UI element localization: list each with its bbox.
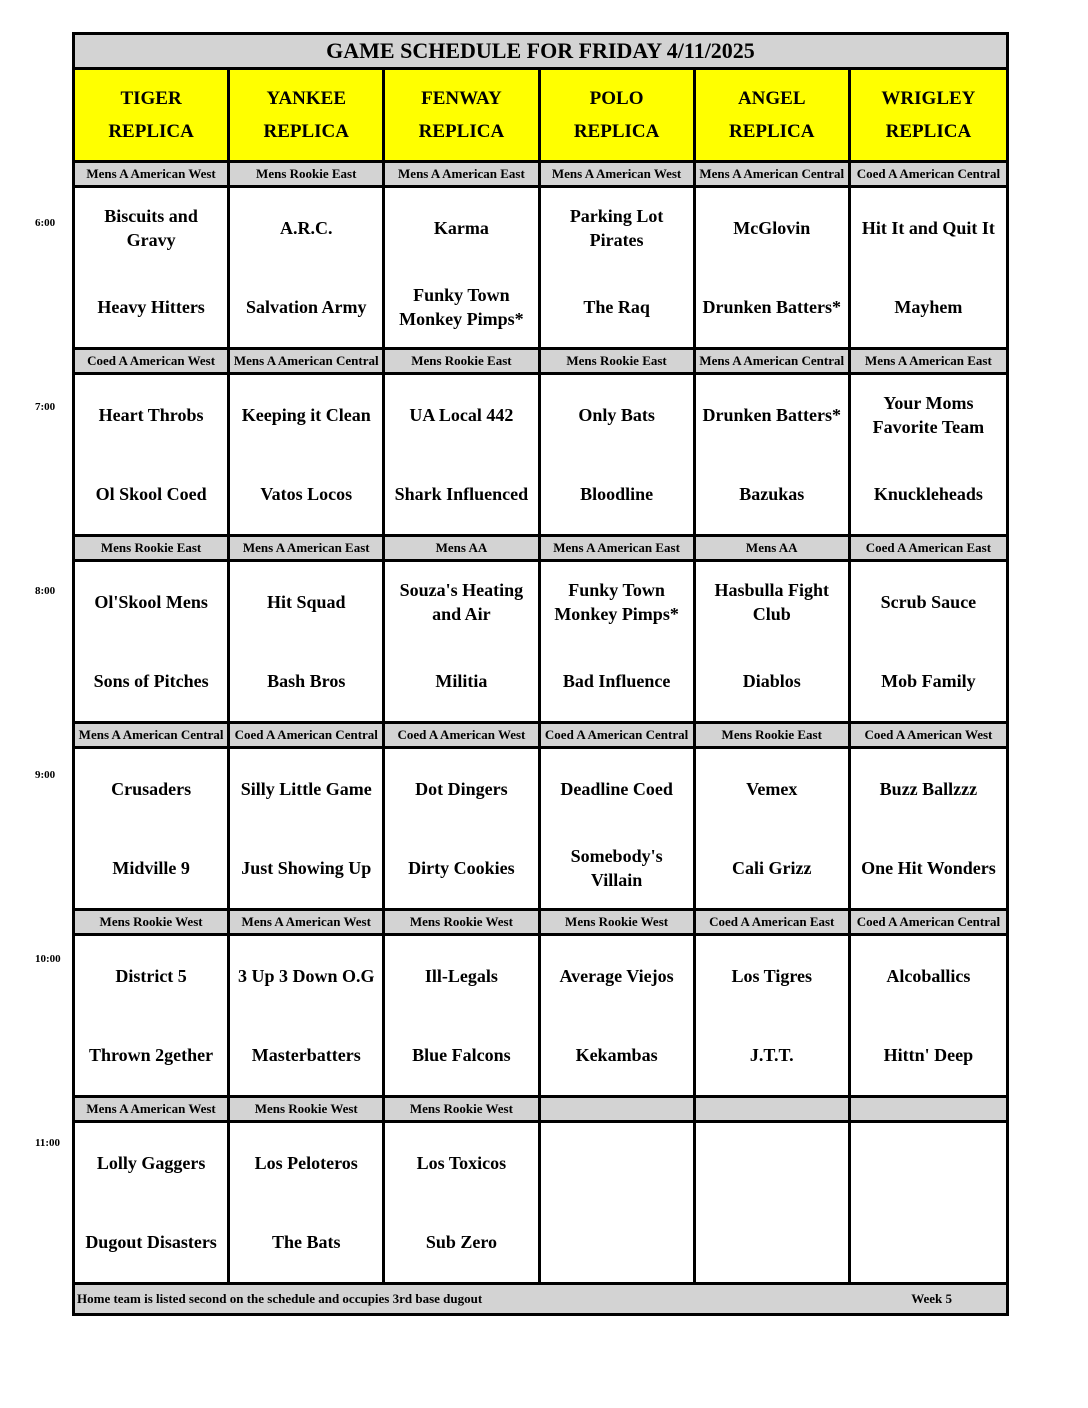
time-label: 7:00 <box>35 401 56 413</box>
game-cell <box>230 1123 385 1282</box>
home-team: Salvation Army <box>245 297 367 318</box>
schedule-footer <box>75 1282 1006 1313</box>
home-team: Mob Family <box>881 671 976 692</box>
division-label: Coed A American West <box>864 727 993 742</box>
game-cell <box>75 562 230 721</box>
game-cell <box>230 375 385 534</box>
division-label: Mens A American Central <box>230 350 385 372</box>
away-team <box>851 1123 1006 1203</box>
home-team: Sons of Pitches <box>93 671 209 692</box>
division-label: Mens AA <box>696 537 851 559</box>
away-team: Scrub Sauce <box>880 591 977 612</box>
division-row <box>75 160 1006 188</box>
home-team: Bash Bros <box>267 671 346 692</box>
time-slots <box>75 160 1006 1282</box>
field-subtitle: REPLICA <box>728 120 815 142</box>
division-row <box>75 908 1006 936</box>
home-team: Vatos Locos <box>260 484 353 505</box>
division-label <box>541 1098 696 1120</box>
division-row <box>75 721 1006 749</box>
division-label: Mens A American East <box>541 537 696 559</box>
division-label: Coed A American East <box>865 540 992 555</box>
away-team: Hit It and Quit It <box>861 217 995 238</box>
home-team: Bloodline <box>580 484 654 505</box>
division-label: Coed A American Central <box>856 914 1001 929</box>
field-name: WRIGLEY <box>881 87 976 109</box>
game-cell <box>696 1123 851 1282</box>
game-cell <box>696 562 851 721</box>
time-label: 10:00 <box>35 953 61 965</box>
away-team: Keeping it Clean <box>241 404 371 425</box>
field-subtitle: REPLICA <box>418 120 505 142</box>
division-label <box>696 1098 851 1120</box>
game-cell <box>230 749 385 908</box>
home-team: Somebody's Villain <box>570 846 663 891</box>
game-cell <box>75 1123 230 1282</box>
game-cell <box>385 562 540 721</box>
home-team: Midville 9 <box>112 858 190 879</box>
away-team: McGlovin <box>733 217 811 238</box>
division-label: Coed A American West <box>75 350 230 372</box>
field-header-polo <box>541 70 696 160</box>
home-team: Masterbatters <box>251 1045 361 1066</box>
field-subtitle: REPLICA <box>573 120 660 142</box>
game-cell <box>385 188 540 347</box>
game-row <box>75 1123 1006 1282</box>
game-cell <box>541 562 696 721</box>
home-team: Bad Influence <box>562 671 671 692</box>
division-label: Mens Rookie West <box>541 911 696 933</box>
away-team: Hasbulla Fight Club <box>714 579 829 624</box>
game-cell <box>541 188 696 347</box>
division-label: Coed A American West <box>385 724 540 746</box>
away-team: Parking Lot Pirates <box>569 205 664 250</box>
away-team: Drunken Batters* <box>702 404 841 425</box>
game-cell <box>696 749 851 908</box>
home-team <box>696 1203 848 1283</box>
away-team: Only Bats <box>578 404 655 425</box>
home-team: Kekambas <box>575 1045 658 1066</box>
field-name: FENWAY <box>421 87 502 109</box>
home-team: Just Showing Up <box>241 858 372 879</box>
game-cell <box>75 375 230 534</box>
away-team: Vemex <box>746 778 798 799</box>
away-team: Los Tigres <box>731 965 812 986</box>
division-label: Mens A American East <box>865 353 992 368</box>
away-team: Karma <box>433 217 489 238</box>
away-team: Hit Squad <box>266 591 346 612</box>
week-label: Week 5 <box>911 1291 952 1306</box>
division-label: Mens AA <box>385 537 540 559</box>
division-row <box>75 347 1006 375</box>
division-row <box>75 534 1006 562</box>
game-cell <box>851 936 1006 1095</box>
division-label: Coed A American East <box>696 911 851 933</box>
schedule-table <box>72 32 1009 1316</box>
footer-note: Home team is listed second on the schedule and occupies 3rd base dugout <box>77 1291 483 1306</box>
away-team: Deadline Coed <box>560 778 673 799</box>
game-cell <box>851 562 1006 721</box>
game-cell <box>75 188 230 347</box>
field-name: YANKEE <box>266 87 347 109</box>
field-header-yankee <box>230 70 385 160</box>
division-label: Mens A American Central <box>696 163 851 185</box>
home-team: The Bats <box>271 1232 341 1253</box>
game-cell <box>541 749 696 908</box>
home-team: Dugout Disasters <box>85 1232 217 1253</box>
division-label: Coed A American Central <box>856 166 1001 181</box>
field-subtitle: REPLICA <box>885 120 972 142</box>
division-label: Mens Rookie East <box>230 163 385 185</box>
division-label: Mens A American West <box>75 163 230 185</box>
game-cell <box>230 562 385 721</box>
home-team: Funky Town Monkey Pimps* <box>399 285 524 330</box>
division-label: Mens Rookie East <box>541 350 696 372</box>
home-team: Diablos <box>742 671 801 692</box>
home-team: Shark Influenced <box>394 484 529 505</box>
home-team: Sub Zero <box>425 1232 498 1253</box>
game-cell <box>230 936 385 1095</box>
home-team: Heavy Hitters <box>97 297 205 318</box>
division-label: Mens A American West <box>75 1098 230 1120</box>
home-team <box>851 1203 1006 1283</box>
home-team: Drunken Batters* <box>702 297 841 318</box>
away-team: Crusaders <box>111 778 192 799</box>
away-team: Ol'Skool Mens <box>94 591 208 612</box>
away-team: Your Moms Favorite Team <box>872 392 985 437</box>
game-cell <box>75 936 230 1095</box>
division-label: Coed A American Central <box>541 724 696 746</box>
field-subtitle: REPLICA <box>108 120 194 142</box>
home-team: Cali Grizz <box>732 858 812 879</box>
division-label: Mens Rookie East <box>75 537 230 559</box>
away-team <box>696 1123 848 1203</box>
home-team: Dirty Cookies <box>408 858 515 879</box>
away-team <box>541 1123 693 1203</box>
field-name: TIGER <box>120 87 182 109</box>
away-team: Lolly Gaggers <box>96 1152 206 1173</box>
field-name: ANGEL <box>737 87 806 109</box>
game-cell <box>230 188 385 347</box>
field-header-row <box>75 70 1006 160</box>
game-cell <box>851 749 1006 908</box>
division-label: Mens A American West <box>541 163 696 185</box>
division-label: Mens Rookie East <box>385 350 540 372</box>
division-label: Mens Rookie East <box>696 724 851 746</box>
division-label: Mens A American East <box>385 163 540 185</box>
game-cell <box>385 749 540 908</box>
away-team: UA Local 442 <box>409 404 514 425</box>
game-cell <box>851 188 1006 347</box>
time-label: 11:00 <box>35 1137 61 1149</box>
time-label: 9:00 <box>35 769 56 781</box>
game-cell <box>385 375 540 534</box>
away-team: Alcoballics <box>886 965 971 986</box>
game-row <box>75 188 1006 347</box>
home-team: Thrown 2gether <box>88 1045 214 1066</box>
home-team: Knuckleheads <box>873 484 983 505</box>
away-team: Biscuits and Gravy <box>104 205 198 250</box>
game-cell <box>851 1123 1006 1282</box>
division-label: Mens Rookie West <box>75 911 230 933</box>
field-header-fenway <box>385 70 540 160</box>
away-team: Los Toxicos <box>416 1152 507 1173</box>
division-label: Mens A American Central <box>75 724 230 746</box>
field-name: POLO <box>589 87 644 109</box>
home-team: One Hit Wonders <box>861 858 996 879</box>
game-row <box>75 749 1006 908</box>
game-row <box>75 375 1006 534</box>
game-cell <box>696 375 851 534</box>
away-team: Heart Throbs <box>98 404 204 425</box>
division-label: Mens Rookie West <box>385 1098 540 1120</box>
away-team: Funky Town Monkey Pimps* <box>554 579 679 624</box>
home-team: The Raq <box>583 297 650 318</box>
division-label: Mens A American East <box>230 537 385 559</box>
field-subtitle: REPLICA <box>263 120 349 142</box>
division-label: Mens A American West <box>230 911 385 933</box>
field-header-wrigley <box>851 70 1006 160</box>
schedule-title: GAME SCHEDULE FOR FRIDAY 4/11/2025 <box>75 35 1006 70</box>
division-label: Mens Rookie West <box>230 1098 385 1120</box>
home-team: Militia <box>435 671 488 692</box>
away-team: Los Peloteros <box>254 1152 358 1173</box>
away-team: A.R.C. <box>279 217 333 238</box>
game-cell <box>541 936 696 1095</box>
game-cell <box>541 1123 696 1282</box>
away-team: District 5 <box>115 965 187 986</box>
division-row <box>75 1095 1006 1123</box>
away-team: Silly Little Game <box>240 778 372 799</box>
division-label: Mens Rookie West <box>385 911 540 933</box>
away-team: Ill-Legals <box>424 965 498 986</box>
away-team: Average Viejos <box>559 965 674 986</box>
away-team: 3 Up 3 Down O.G <box>237 965 375 986</box>
game-row <box>75 936 1006 1095</box>
division-label: Coed A American Central <box>230 724 385 746</box>
division-label: Mens A American Central <box>696 350 851 372</box>
home-team: Hittn' Deep <box>883 1045 974 1066</box>
field-header-tiger <box>75 70 230 160</box>
division-label <box>851 1098 1006 1120</box>
home-team: Bazukas <box>739 484 805 505</box>
away-team: Souza's Heating and Air <box>399 579 524 624</box>
game-row <box>75 562 1006 721</box>
game-cell <box>696 936 851 1095</box>
home-team: Blue Falcons <box>412 1045 511 1066</box>
game-cell <box>385 1123 540 1282</box>
time-label: 8:00 <box>35 585 56 597</box>
field-header-angel <box>696 70 851 160</box>
away-team: Buzz Ballzzz <box>879 778 978 799</box>
game-cell <box>385 936 540 1095</box>
game-cell <box>696 188 851 347</box>
home-team: Ol Skool Coed <box>95 484 207 505</box>
game-cell <box>541 375 696 534</box>
home-team <box>541 1203 693 1283</box>
away-team: Dot Dingers <box>415 778 508 799</box>
home-team: J.T.T. <box>749 1045 794 1066</box>
game-cell <box>851 375 1006 534</box>
game-cell <box>75 749 230 908</box>
home-team: Mayhem <box>894 297 963 318</box>
time-label: 6:00 <box>35 217 56 229</box>
